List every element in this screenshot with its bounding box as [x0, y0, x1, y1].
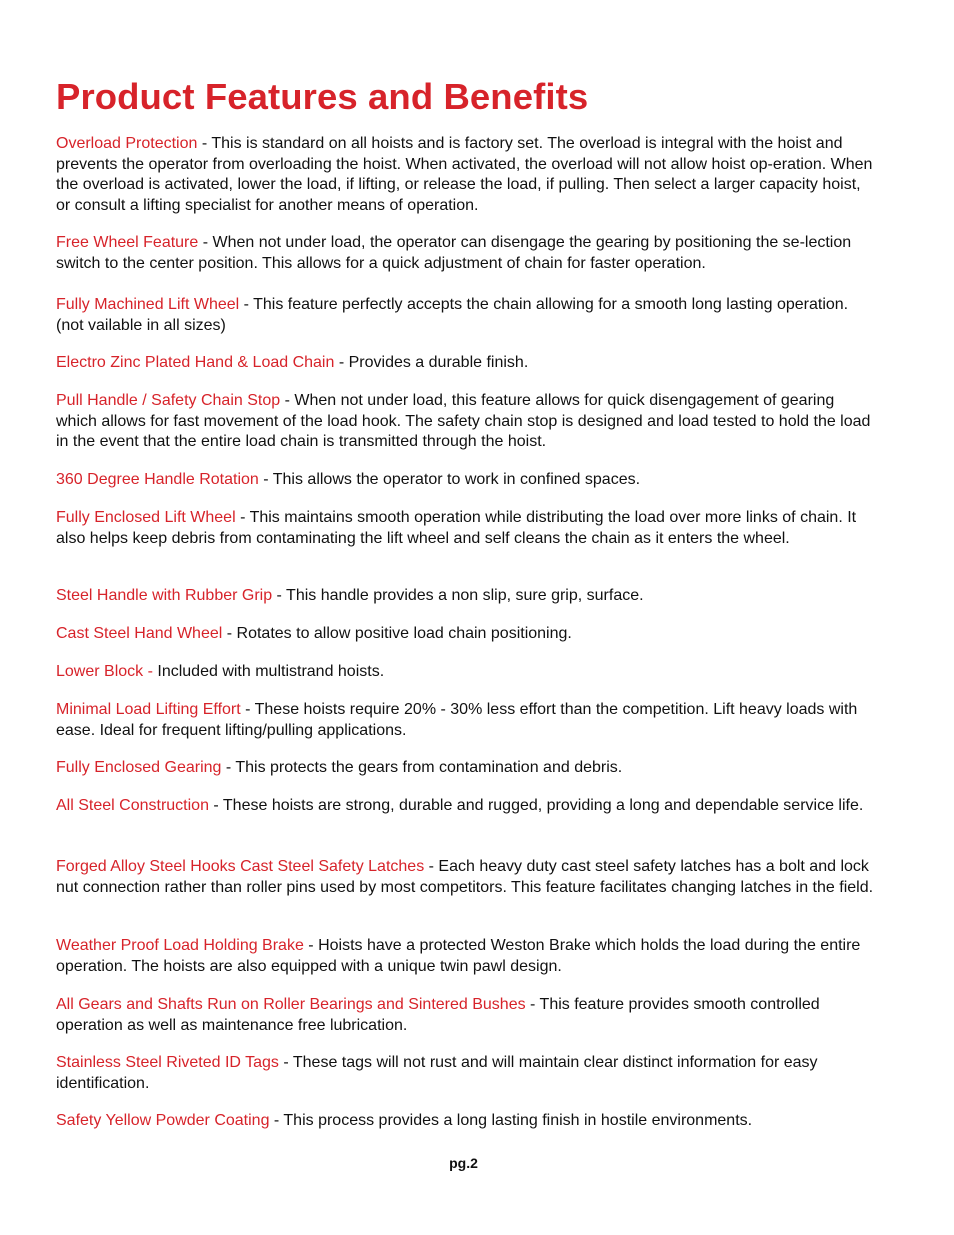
- feature-overload-protection: [56, 134, 876, 216]
- feature-name: Overload Protection: [56, 135, 198, 152]
- feature-description: - These hoists require 20% - 30% less effort than the competition. Lift heavy loads with ease. Ideal for frequent lifting/pulling applications.: [56, 701, 858, 739]
- feature-name: Fully Machined Lift Wheel: [56, 296, 240, 313]
- feature-free-wheel: [56, 233, 876, 274]
- feature-name: Safety Yellow Powder Coating: [56, 1112, 270, 1129]
- feature-roller-bearings: [56, 995, 876, 1036]
- feature-description: - This maintains smooth operation while distributing the load over more links of chain. It also helps keep debris from contaminating the lift wheel and self cleans the chain as it enters the wheel.: [56, 509, 857, 547]
- feature-name: All Steel Construction: [56, 797, 209, 814]
- feature-description: - This protects the gears from contamination and debris.: [221, 759, 623, 776]
- feature-description: - These tags will not rust and will maintain clear distinct information for easy identification.: [56, 1054, 818, 1092]
- feature-description: - This handle provides a non slip, sure grip, surface.: [272, 587, 644, 604]
- feature-fully-enclosed-gearing: [56, 758, 876, 779]
- feature-minimal-lifting-effort: [56, 700, 876, 741]
- feature-name: Forged Alloy Steel Hooks Cast Steel Safety Latches: [56, 858, 425, 875]
- feature-stainless-id-tags: [56, 1053, 876, 1094]
- feature-name: Weather Proof Load Holding Brake: [56, 937, 304, 954]
- feature-description: Included with multistrand hoists.: [157, 663, 385, 680]
- feature-weather-proof-brake: [56, 936, 876, 977]
- feature-name: Electro Zinc Plated Hand & Load Chain: [56, 354, 335, 371]
- feature-description: - This feature perfectly accepts the chain allowing for a smooth long lasting operation. (not vailable in all sizes): [56, 296, 849, 334]
- feature-description: - These hoists are strong, durable and rugged, providing a long and dependable service life.: [208, 797, 864, 814]
- feature-name: All Gears and Shafts Run on Roller Bearings and Sintered Bushes: [56, 996, 526, 1013]
- feature-name: Fully Enclosed Lift Wheel: [56, 509, 236, 526]
- feature-all-steel-construction: [56, 796, 876, 817]
- page-title: Product Features and Benefits: [56, 76, 589, 117]
- feature-forged-hooks-latches: [56, 857, 876, 898]
- feature-name: Stainless Steel Riveted ID Tags: [56, 1054, 279, 1071]
- feature-steel-handle-grip: [56, 586, 876, 607]
- feature-name: Cast Steel Hand Wheel: [56, 625, 223, 642]
- feature-cast-steel-hand-wheel: [56, 624, 876, 645]
- feature-description: - This allows the operator to work in confined spaces.: [258, 471, 641, 488]
- page-number: pg.2: [449, 1155, 478, 1171]
- feature-name: Steel Handle with Rubber Grip: [56, 587, 273, 604]
- feature-name: Lower Block -: [56, 663, 158, 680]
- feature-name: 360 Degree Handle Rotation: [56, 471, 259, 488]
- feature-electro-zinc-chain: [56, 353, 876, 374]
- feature-description: - When not under load, this feature allows for quick disengagement of gearing which allows for fast movement of the load hook. The safety chain stop is designed and load tested to hold the load in the event that the entire load chain is transmitted through the hoist.: [56, 392, 871, 450]
- feature-name: Free Wheel Feature: [56, 234, 199, 251]
- feature-description: - Rotates to allow positive load chain positioning.: [222, 625, 572, 642]
- feature-powder-coating: [56, 1111, 876, 1132]
- feature-lower-block: [56, 662, 876, 683]
- feature-description: - This is standard on all hoists and is factory set. The overload is integral with the hoist and prevents the operator from overloading the hoist. When activated, the overload will not allow hoist op-eration. When the overload is activated, lower the load, if lifting, or release the load, if pulling. Then select a larger capacity hoist, or consult a lifting specialist for another means of operation.: [56, 135, 873, 214]
- feature-description: - Provides a durable finish.: [334, 354, 529, 371]
- feature-pull-handle-safety-stop: [56, 391, 876, 453]
- feature-fully-machined-lift-wheel: [56, 295, 876, 336]
- feature-name: Fully Enclosed Gearing: [56, 759, 222, 776]
- feature-360-handle-rotation: [56, 470, 876, 491]
- feature-description: - Each heavy duty cast steel safety latches has a bolt and lock nut connection rather than roller pins used by most competitors. This feature facilitates changing latches in the field.: [56, 858, 874, 896]
- feature-description: - This process provides a long lasting finish in hostile environments.: [269, 1112, 753, 1129]
- feature-name: Pull Handle / Safety Chain Stop: [56, 392, 281, 409]
- feature-fully-enclosed-lift-wheel: [56, 508, 876, 549]
- feature-name: Minimal Load Lifting Effort: [56, 701, 241, 718]
- feature-description: - This feature provides smooth controlled operation as well as maintenance free lubrication.: [56, 996, 820, 1034]
- feature-description: - When not under load, the operator can disengage the gearing by positioning the se-lection switch to the center position. This allows for a quick adjustment of chain for faster operation.: [56, 234, 852, 272]
- feature-description: - Hoists have a protected Weston Brake which holds the load during the entire operation. The hoists are also equipped with a unique twin pawl design.: [56, 937, 861, 975]
